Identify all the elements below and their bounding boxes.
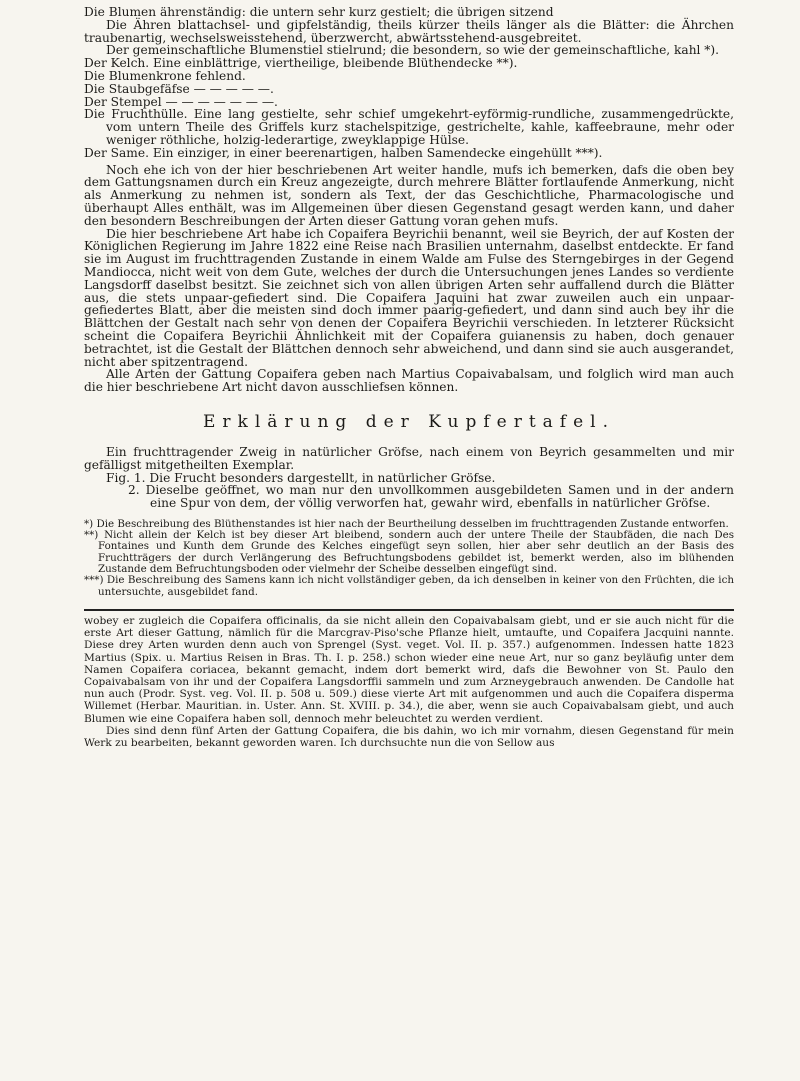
footnotes: [84, 519, 734, 598]
description-line: Der gemeinschaftliche Blumenstiel stielrund; die besondern, so wie der gemeinschaftliche, kahl *).: [106, 43, 720, 58]
plate-explanation: [84, 446, 734, 510]
footnote: ***) Die Beschreibung des Samens kann ich nicht vollständiger geben, da ich denselben in keiner von den Früchten, die ich untersuchte, ausgebildet fand.: [84, 574, 734, 598]
description-line: Die Blumen ährenständig: die untern sehr kurz gestielt; die übrigen sitzend: [84, 5, 554, 19]
body-text: [84, 164, 734, 394]
description-line: Die Blumenkrone fehlend.: [84, 68, 246, 83]
separator-rule: [84, 609, 734, 611]
plate-intro: Ein fruchttragender Zweig in natürlicher Gröfse, nach einem von Beyrich gesammelten und mir gefälligst mitgetheilten Exemplar.: [84, 444, 734, 472]
description-line: Die Ähren blattachsel- und gipfelständig, theils kürzer theils länger als die Blätter: die Ährchen traubenartig, wechselsweisstehend, überzwercht, abwärtsstehend-ausgebreitet.: [84, 17, 734, 45]
footnote: *) Die Beschreibung des Blüthenstandes ist hier nach der Beurtheilung desselben im fruchttragenden Zustande entworfen.: [84, 517, 729, 530]
page: [84, 6, 734, 749]
section-heading: Erklärung der Kupfertafel.: [203, 411, 615, 432]
description-block: [84, 6, 734, 160]
continuation-paragraph: Dies sind denn fünf Arten der Gattung Copaifera, die bis dahin, wo ich mir vornahm, diesen Gegenstand für mein Werk zu bearbeiten, bekannt geworden waren. Ich durchsuchte nun die von Sellow aus: [84, 724, 734, 749]
figure-caption: 2. Dieselbe geöffnet, wo man nur den unvollkommen ausgebildeten Samen und in der andern eine Spur von dem, der völlig verworfen hat, gewahr wird, ebenfalls in natürlicher Gröfse.: [128, 483, 734, 511]
body-paragraph: Die hier beschriebene Art habe ich Copaifera Beyrichii benannt, weil sie Beyrich, der auf Kosten der Königlichen Regierung im Jahre 1822 eine Reise nach Brasilien unternahm, daselbst entdeckte. Er fand sie im August im fruchttragenden Zustande in einem Walde am Fulse des Sterngebirges in der Gegend Mandiocca, nicht weit von dem Gute, welches der durch die Untersuchungen jenes Landes so verdiente Langsdorff daselbst besitzt. Sie zeichnet sich von allen übrigen Arten sehr auffallend durch die Blätter aus, die stets unpaar-gefiedert sind. Die Copaifera Jaquini hat zwar zuweilen auch ein unpaar-gefiedertes Blatt, aber die meisten sind doch immer paarig-gefiedert, und dann sind auch bey ihr die Blättchen der Gestalt nach sehr von denen der Copaifera Beyrichii verschieden. In letzterer Rücksicht scheint die Copaifera Beyrichii Ähnlichkeit mit der Copaifera guianensis zu haben, doch genauer betrachtet, ist die Gestalt der Blättchen dennoch sehr abweichend, und dann sind sie auch ausgerandet, nicht aber spitzentragend.: [84, 226, 734, 369]
figure-caption: Fig. 1. Die Frucht besonders dargestellt, in natürlicher Gröfse.: [106, 470, 496, 485]
continuation-note: [84, 615, 734, 749]
description-line: Der Kelch. Eine einblättrige, viertheilige, bleibende Blüthendecke **).: [84, 56, 518, 71]
description-line: Die Fruchthülle. Eine lang gestielte, sehr schief umgekehrt-eyförmig-rundliche, zusammengedrückte, vom untern Theile des Griffels kurz stachelspitzige, gestrichelte, kahle, kaffeebraune, mehr oder weniger röthliche, holzig-lederartige, zweyklappige Hülse.: [84, 107, 734, 147]
description-line: Die Staubgefäfse — — — — —.: [84, 81, 274, 96]
description-line: Der Same. Ein einziger, in einer beerenartigen, halben Samendecke eingehüllt ***).: [84, 145, 603, 160]
description-line: Der Stempel — — — — — — —.: [84, 94, 278, 109]
body-paragraph: Noch ehe ich von der hier beschriebenen Art weiter handle, mufs ich bemerken, dafs die oben bey dem Gattungsnamen durch ein Kreuz angezeigte, durch mehrere Blätter fortlaufende Anmerkung, nicht als Anmerkung zu nehmen ist, sondern als Text, der das Geschichtliche, Pharmacologische und überhaupt Alles enthält, was im Allgemeinen über diesen Gegenstand gesagt werden kann, und daher den besondern Beschreibungen der Arten dieser Gattung voran gehen mufs.: [84, 162, 734, 228]
body-paragraph: Alle Arten der Gattung Copaifera geben nach Martius Copaivabalsam, und folglich wird man auch die hier beschriebene Art nicht davon ausschliefsen können.: [84, 367, 734, 395]
continuation-paragraph: wobey er zugleich die Copaifera officinalis, da sie nicht allein den Copaivabalsam giebt, und er sie auch nicht für die erste Art dieser Gattung, nämlich für die Marcgrav-Piso'sche Pflanze hielt, umtaufte, und Copaifera Jacquini nannte. Diese drey Arten wurden denn auch von Sprengel (Syst. veget. Vol. II. p. 357.) aufgenommen. Indessen hatte 1823 Martius (Spix. u. Martius Reisen in Bras. Th. I. p. 258.) schon wieder eine neue Art, nur so ganz beyläufig unter dem Namen Copaifera coriacea, bekannt gemacht, indem dort bemerkt wird, dafs die Bewohner von St. Paulo den Copaivabalsam von ihr und der Copaifera Langsdorffii sammeln und zum Arzneygebrauch anwenden. De Candolle hat nun auch (Prodr. Syst. veg. Vol. II. p. 508 u. 509.) diese vierte Art mit aufgenommen und auch die Copaifera disperma Willemet (Herbar. Mauritian. in. Uster. Ann. St. XVIII. p. 34.), die aber, wenn sie auch Copaivabalsam giebt, und auch Blumen wie eine Copaifera haben soll, dennoch mehr beleuchtet zu werden verdient.: [84, 614, 734, 725]
footnote: **) Nicht allein der Kelch ist bey dieser Art bleibend, sondern auch der untere Theile der Staubfäden, die nach Des Fontaines und Kunth dem Grunde des Kelches eingefügt seyn sollen, hier aber sehr deutlich an der Basis des Fruchtträgers der durch Verlängerung des Befruchtungsbodens gebildet ist, bemerkt werden, also im blühenden Zustande dem Befruchtungsboden oder vielmehr der Scheibe desselben eingefügt sind.: [84, 529, 734, 576]
